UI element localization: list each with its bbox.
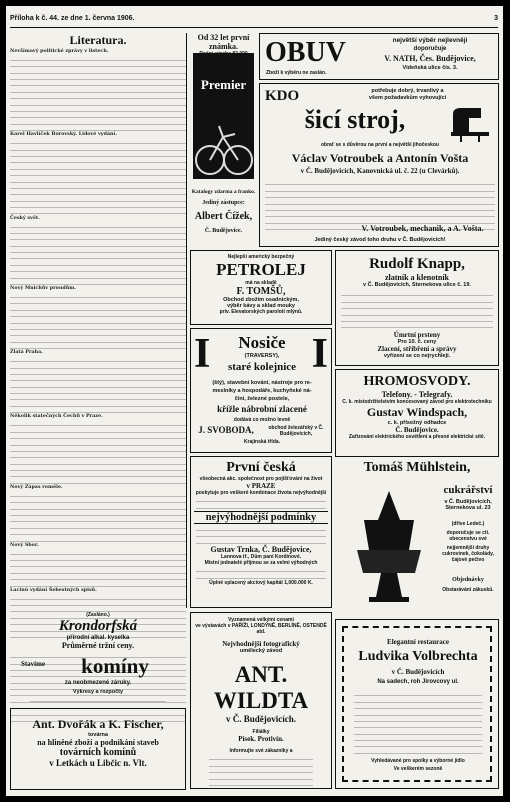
hromosvody-name: Gustav Windspach, bbox=[366, 405, 468, 419]
sici-bottom: V. Votroubek, mechanik, a A. Vošta. bbox=[361, 224, 484, 233]
premier-agent: Jediný zástupce: bbox=[202, 200, 245, 206]
krondorf-ad bbox=[10, 612, 186, 708]
volbrecht-top: Elegantní restaurace bbox=[387, 638, 449, 646]
muhlstein-name: Tomáš Mühlstein, bbox=[363, 460, 471, 475]
premier-ad bbox=[190, 33, 257, 247]
literatura-item-2: Karel Havlíček Borovský. Lidové vydání. bbox=[10, 131, 118, 138]
prvni-line-4: Lannova tř., Dům paní Kordinové. bbox=[220, 553, 301, 560]
nosice-city: obchod železářský v Č. Budějovicích, bbox=[268, 425, 324, 437]
petrolej-line-1: Obchod zbožím osadnickým, bbox=[223, 297, 299, 303]
nosice-line-6: dodává co možno levně bbox=[233, 417, 291, 423]
sici-city: v Č. Budějovicích, Kanovnická ul. č. 22 (u Clevárků). bbox=[300, 167, 460, 175]
premier-top: Od 32 let první známka. bbox=[197, 33, 250, 51]
krondorf-big: komíny bbox=[81, 654, 149, 678]
cake-stand-icon bbox=[339, 485, 439, 605]
prvni-title: První česká bbox=[226, 460, 296, 475]
sici-want-2: všem požadavkům vyhovující bbox=[368, 95, 447, 101]
petrolej-ad bbox=[190, 250, 332, 325]
petrolej-line-2: výběr kávy a sklad mouky bbox=[227, 303, 295, 309]
literatura-item-4: Nový Mnichův proudům. bbox=[10, 285, 76, 292]
literatura-text-3 bbox=[10, 222, 186, 285]
obuv-who: V. NATH, Čes. Budějovice, bbox=[384, 54, 476, 63]
bicycle-icon bbox=[193, 93, 254, 183]
hromosvody-line-3: c. k. přísežný odhadce bbox=[387, 420, 447, 426]
petrolej-sub: má na skladě bbox=[245, 280, 277, 286]
krondorf-line-1: Stavíme bbox=[20, 660, 46, 668]
premier-who: Albert Čížek, bbox=[194, 211, 253, 222]
nosice-line-5: křížle nábrobní zlacené bbox=[217, 404, 307, 414]
sici-foot: Jediný český závod toho druhu v Č. Budějovicích! bbox=[314, 237, 446, 243]
nosice-address: Krajinská třída. bbox=[243, 439, 281, 445]
nosice-line-2: (štý), stavební kování, nástroje pro re- bbox=[212, 380, 312, 386]
knapp-line-2: Pro 10. č. ceny bbox=[397, 339, 437, 346]
wildta-sub: umělecký závod bbox=[239, 648, 283, 654]
literatura-title: Literatura. bbox=[69, 33, 127, 47]
literatura-item-6: Několik statečných Čechů v Praze. bbox=[10, 413, 103, 420]
hromosvody-line-1: Telefony. - Telegrafy. bbox=[381, 390, 453, 399]
obuv-title: OBUV bbox=[265, 37, 346, 68]
premier-name: Premier bbox=[200, 77, 247, 92]
dvorak-fischer-ad bbox=[10, 708, 186, 790]
muhlstein-city: v Č. Budějovicích, Sternekova ul. 23 bbox=[444, 499, 492, 511]
prvni-text-3 bbox=[191, 567, 331, 579]
knapp-ad bbox=[335, 250, 499, 366]
prvni-big: nejvýhodnější podmínky bbox=[194, 511, 328, 524]
prvni-line-5: Místní jednatelé přijmou se za velmi výhodných bbox=[204, 559, 318, 566]
sici-stroj-ad bbox=[259, 83, 499, 247]
literatura-text-1 bbox=[10, 56, 186, 131]
dvorak-line-1: továrna bbox=[88, 732, 108, 738]
hromosvody-line-2: C. k. místodržitelstvím koncesovaný závod pro elektrotechniku bbox=[342, 399, 492, 405]
literatura-item-9: Lacinú vydání Šebestných spisů. bbox=[10, 586, 97, 593]
prvni-text-2 bbox=[191, 526, 331, 544]
dvorak-line-2: na hliněné zboží a podnikání staveb bbox=[37, 738, 159, 747]
krondorf-text bbox=[30, 696, 166, 704]
dvorak-city: v Letkách u Libčic n. Vlt. bbox=[49, 758, 147, 768]
volbrecht-name: Ludvika Volbrechta bbox=[358, 649, 478, 664]
petrolej-top: Nejlepší americký bezpečný bbox=[227, 254, 295, 260]
wildta-line-1: Filiálky bbox=[252, 729, 270, 735]
column-rule bbox=[186, 33, 187, 608]
muhlstein-line-5: Obstarávání zákusků. bbox=[442, 587, 494, 593]
muhlstein-line-3: nejjemnější druhy cukrovinek, čokolády, čajové pečivo bbox=[442, 545, 494, 563]
muhlstein-line-2: doporučuje se cti. obecenstvu své bbox=[446, 530, 490, 542]
volbrecht-ad bbox=[335, 619, 499, 789]
issue-line: Příloha k č. 44. ze dne 1. června 1906. bbox=[10, 15, 135, 22]
nosice-who: J. SVOBODA, bbox=[198, 425, 254, 435]
nosice-sub: (TRAVERSY), bbox=[244, 353, 280, 359]
newspaper-page bbox=[6, 6, 503, 796]
literatura-text-5 bbox=[10, 357, 186, 413]
sici-want-1: potřebuje dobrý, trvanlivý a bbox=[371, 88, 444, 94]
literatura-text-7 bbox=[10, 492, 186, 542]
wildta-city: v Č. Budějovicích. bbox=[225, 714, 296, 724]
muhlstein-trade: cukrářství bbox=[443, 484, 493, 496]
krondorf-line-2: za neobmezené záruky. bbox=[64, 680, 132, 686]
hromosvody-ad bbox=[335, 369, 499, 457]
wildta-line-3: Informujte své zákazníky a bbox=[229, 748, 293, 754]
nosice-beam-icon: I bbox=[194, 331, 211, 377]
sici-line-1: obrať se s důvěrou na první a největší jihočeskou bbox=[321, 142, 439, 148]
literatura-text-2 bbox=[10, 139, 186, 214]
vinarny-line-2: ve výstavách v PAŘÍŽI, LONDÝNĚ, BERLÍNĚ, OSTENDĚ atd. bbox=[195, 623, 327, 635]
literatura-text-8 bbox=[10, 550, 186, 587]
prvni-line-6: Úplné splacený akciový kapitál 1,000.000 K. bbox=[209, 579, 313, 586]
muhlstein-line-4: Objednávky bbox=[452, 577, 484, 583]
knapp-city: v Č. Budějovicích, Sternekova ulice č. 19. bbox=[363, 282, 471, 288]
volbrecht-line-2: Ve veškerém sezoně bbox=[393, 766, 443, 772]
literatura-item-1: Nevšímavý politické zprávy v listech. bbox=[10, 48, 109, 54]
dvorak-line-3: továrních komínů bbox=[59, 747, 137, 758]
vinarny-line-1: Vyznamená velkými cenami bbox=[228, 617, 294, 623]
premier-catalog: Katalogy zdarma a franko. bbox=[191, 189, 256, 195]
knapp-name: Rudolf Knapp, bbox=[369, 256, 465, 272]
premier-illustration bbox=[193, 53, 254, 179]
sici-title: šicí stroj, bbox=[304, 105, 406, 134]
obuv-line-4: Zboží k výběru ne zaslán. bbox=[266, 70, 327, 76]
wildta-name: ANT. WILDTA bbox=[213, 662, 309, 713]
volbrecht-address: Na sadech, roh Jirovcovy ul. bbox=[377, 679, 459, 685]
volbrecht-line-1: Vyhledávané pro spolky a výborné jídlo bbox=[371, 758, 465, 764]
sici-kdo: KDO bbox=[265, 88, 300, 104]
hromosvody-line-5: Zařizování elektrického osvětlení a přesné elektrické sítě. bbox=[348, 434, 486, 440]
literatura-text-4 bbox=[10, 293, 186, 349]
wildta-line-2: Písek. Protivín. bbox=[238, 735, 284, 743]
knapp-line-4: vyřízení se co nejrychleji. bbox=[383, 353, 451, 360]
prvni-line-1: všeobecná akc. společnost pro pojišťování na život bbox=[199, 476, 323, 482]
volbrecht-city: v Č. Budějovicích bbox=[391, 668, 445, 676]
knapp-line-3: Zlacení, stříbření a správy bbox=[377, 345, 457, 354]
nosice-line-1: staré kolejnice bbox=[227, 361, 297, 373]
hromosvody-line-4: Č. Budějovice. bbox=[395, 426, 439, 434]
literatura-text-6 bbox=[10, 421, 186, 484]
prvni-line-3: poskytuje pro veškeré kombinace života nejvýhodnější bbox=[195, 490, 327, 496]
premier-place: Č. Budějovice. bbox=[204, 228, 243, 234]
krondorf-sub: přírodní alkal. kyselka bbox=[66, 635, 130, 641]
wildta-ad bbox=[190, 612, 332, 789]
prvni-line-2: v PRAZE bbox=[246, 482, 276, 490]
nosice-line-3: meslníky a hospodáře, kuchyňské ná- bbox=[212, 388, 312, 394]
wildta-top: Nejvhodnější fotografický bbox=[222, 640, 300, 648]
nosice-beam-icon-right: I bbox=[311, 331, 328, 377]
muhlstein-line-1: (dříve Ledeč.) bbox=[451, 521, 485, 527]
krondorf-label: (Zasláno.) bbox=[86, 612, 110, 618]
knapp-line-1: Úmrtní prsteny bbox=[393, 331, 441, 340]
sici-name: Václav Votroubek a Antonín Vošta bbox=[291, 151, 469, 165]
nosice-ad bbox=[190, 328, 332, 453]
page-header bbox=[10, 10, 498, 28]
nosice-line-4: čini, železné postele, bbox=[234, 396, 290, 402]
literatura-item-8: Nový Sbor. bbox=[10, 541, 39, 548]
literatura-item-5: Zlatá Praha. bbox=[10, 349, 43, 356]
knapp-trade: zlatník a klenotník bbox=[384, 273, 449, 282]
market-prices-title: Průměrné tržní ceny. bbox=[61, 640, 135, 650]
krondorf-line-3: Výkresy a rozpočty bbox=[72, 689, 124, 695]
obuv-line-2: doporučuje bbox=[413, 46, 447, 52]
petrolej-title: PETROLEJ bbox=[216, 260, 306, 279]
petrolej-line-3: priv. Elevatorských paroloti mlýnů. bbox=[219, 309, 303, 315]
petrolej-who: F. TOMŠŮ, bbox=[236, 286, 286, 297]
literatura-item-3: Český svět. bbox=[10, 214, 40, 221]
muhlstein-ad bbox=[335, 460, 499, 616]
obuv-line-3: Vídeňská ulice čís. 3. bbox=[402, 65, 458, 71]
knapp-text bbox=[336, 288, 498, 331]
prvni-who: Gustav Trnka, Č. Budějovice, bbox=[210, 544, 312, 554]
obuv-line-1: největší výběr nejlevněji bbox=[392, 37, 468, 44]
krondorf-brand: Krondorfská bbox=[58, 618, 138, 634]
prvni-text bbox=[191, 497, 331, 509]
dvorak-name: Ant. Dvořák a K. Fischer, bbox=[32, 717, 164, 731]
nosice-title: Nosiče bbox=[238, 333, 286, 352]
page-number: 3 bbox=[494, 15, 498, 22]
literatura-item-7: Nový Zápas roměle. bbox=[10, 483, 63, 490]
sewing-machine-icon bbox=[449, 102, 493, 142]
volbrecht-text bbox=[354, 690, 482, 755]
obuv-ad bbox=[259, 33, 499, 80]
prvni-ceska-ad bbox=[190, 456, 332, 608]
wildta-text bbox=[191, 755, 331, 786]
hromosvody-title: HROMOSVODY. bbox=[363, 374, 471, 389]
